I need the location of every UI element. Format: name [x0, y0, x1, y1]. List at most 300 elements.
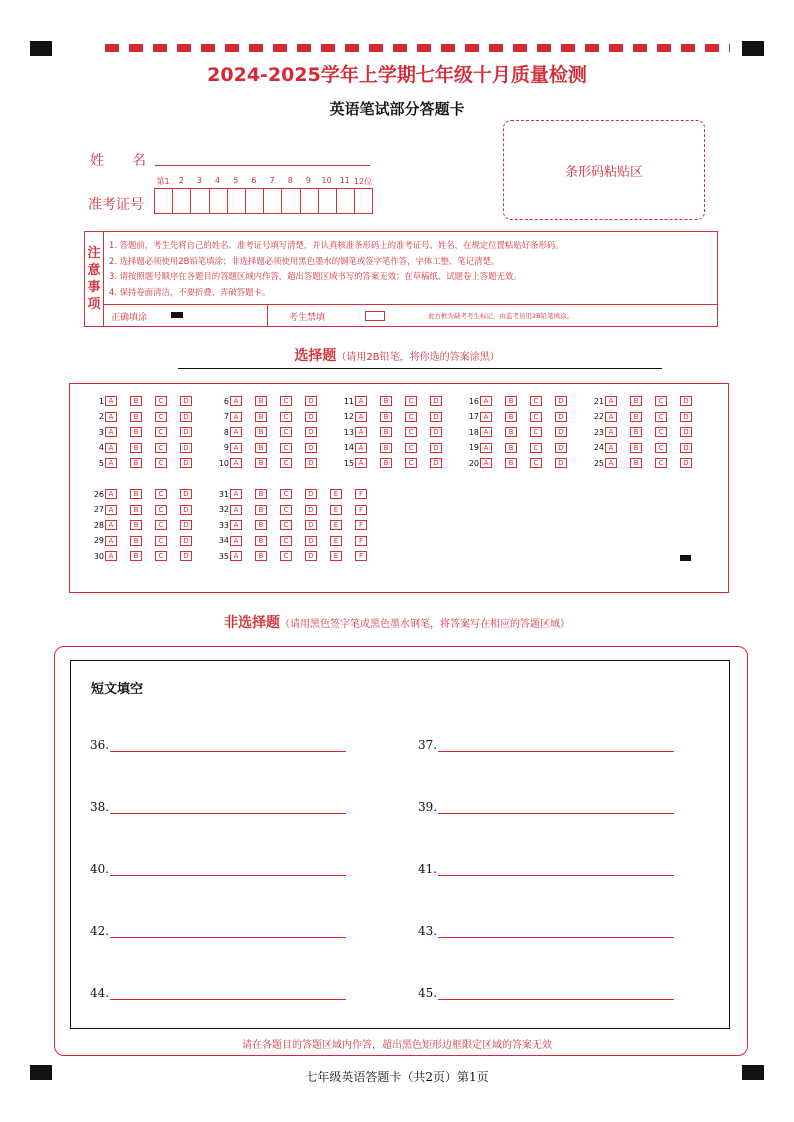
page-footer: 七年级英语答题卡（共2页）第1页: [305, 1070, 489, 1084]
question-number: 32: [218, 505, 229, 514]
fill-blank[interactable]: [418, 738, 674, 752]
option-bubble[interactable]: A: [230, 412, 242, 422]
option-bubble[interactable]: B: [255, 551, 267, 561]
option-bubble[interactable]: C: [155, 427, 167, 437]
option-bubble[interactable]: D: [180, 396, 192, 406]
option-bubble[interactable]: C: [655, 458, 667, 468]
question-number: 25: [593, 458, 604, 468]
option-bubble[interactable]: C: [280, 489, 292, 499]
question-number: 4: [98, 443, 104, 452]
fill-blank[interactable]: [418, 986, 674, 1000]
id-boxes[interactable]: [154, 188, 373, 214]
option-bubble[interactable]: E: [330, 520, 342, 530]
option-bubble[interactable]: B: [380, 443, 392, 453]
option-bubble[interactable]: C: [155, 536, 167, 546]
option-bubble[interactable]: B: [380, 427, 392, 437]
option-bubble[interactable]: B: [130, 536, 142, 546]
option-bubble[interactable]: D: [305, 396, 317, 406]
id-column-head: 10: [321, 176, 332, 185]
option-bubble[interactable]: B: [130, 458, 142, 468]
option-bubble[interactable]: E: [330, 551, 342, 561]
option-bubble[interactable]: B: [255, 505, 267, 515]
id-column-head: 8: [287, 176, 293, 185]
option-bubble[interactable]: A: [480, 458, 492, 468]
id-digit-box[interactable]: [264, 189, 282, 213]
blank-line[interactable]: [110, 739, 346, 752]
option-bubble[interactable]: A: [105, 412, 117, 422]
id-label: 准考证号: [88, 197, 144, 213]
option-bubble[interactable]: B: [380, 458, 392, 468]
option-bubble[interactable]: A: [105, 396, 117, 406]
question-number: 23: [593, 427, 604, 437]
option-bubble[interactable]: A: [230, 505, 242, 515]
question-number: 31: [218, 489, 229, 499]
option-bubble[interactable]: D: [680, 412, 692, 422]
fill-blank[interactable]: [90, 924, 346, 938]
choice-section-title: 选择题（请用2B铅笔，将你选的答案涂黑）: [294, 348, 500, 364]
option-bubble[interactable]: C: [280, 443, 292, 453]
option-bubble[interactable]: D: [180, 427, 192, 437]
option-bubble[interactable]: B: [630, 396, 642, 406]
option-bubble[interactable]: E: [330, 505, 342, 515]
blank-number: 38.: [90, 800, 110, 814]
fill-blank[interactable]: [90, 738, 346, 752]
option-bubble[interactable]: B: [630, 412, 642, 422]
divider: [178, 368, 662, 369]
name-label: 姓 名: [90, 153, 146, 169]
option-bubble[interactable]: A: [230, 443, 242, 453]
absent-note: 此方框为缺考考生标记，由监考员用2B铅笔填涂。: [428, 312, 574, 320]
option-bubble[interactable]: A: [605, 458, 617, 468]
option-bubble[interactable]: C: [280, 412, 292, 422]
answer-area-warning: 请在各题目的答题区域内作答，超出黑色矩形边框限定区域的答案无效: [242, 1040, 552, 1051]
id-column-head: 7: [269, 176, 275, 185]
question-number: 35: [218, 551, 229, 561]
fill-blank[interactable]: [90, 862, 346, 876]
fill-blank[interactable]: [90, 986, 346, 1000]
question-row: [590, 427, 705, 437]
option-bubble[interactable]: A: [355, 412, 367, 422]
id-digit-box[interactable]: [319, 189, 337, 213]
question-row: [90, 443, 205, 453]
option-bubble[interactable]: D: [305, 551, 317, 561]
note-item: 4. 保持卷面清洁，不要折叠、弄破答题卡。: [109, 286, 271, 297]
option-bubble[interactable]: D: [555, 427, 567, 437]
option-bubble[interactable]: C: [655, 396, 667, 406]
option-bubble[interactable]: B: [380, 412, 392, 422]
timing-mark: [680, 555, 691, 561]
option-bubble[interactable]: B: [130, 520, 142, 530]
question-number: 33: [218, 520, 229, 530]
note-item: 3. 请按照题号顺序在各题目的答题区域内作答，超出答题区域书写的答案无效；在草稿纸、试题卷上答题无效。: [109, 271, 522, 282]
notes-list: [109, 238, 564, 300]
id-digit-box[interactable]: [228, 189, 246, 213]
option-bubble[interactable]: B: [630, 427, 642, 437]
nonchoice-section-title: 非选择题（请用黑色签字笔或黑色墨水钢笔，将答案写在相应的答题区域）: [224, 615, 570, 631]
blank-line[interactable]: [110, 925, 346, 938]
barcode-area: 条形码粘贴区: [503, 120, 705, 220]
option-bubble[interactable]: B: [255, 536, 267, 546]
blank-number: 37.: [418, 738, 438, 752]
option-bubble[interactable]: B: [630, 443, 642, 453]
option-bubble[interactable]: C: [405, 458, 417, 468]
question-number: 16: [468, 396, 479, 406]
question-number: 30: [93, 551, 104, 561]
question-row: [465, 396, 580, 406]
question-number: 10: [218, 458, 229, 468]
option-bubble[interactable]: D: [305, 536, 317, 546]
option-bubble[interactable]: F: [355, 489, 367, 499]
question-row: [340, 427, 455, 437]
question-row: [215, 412, 330, 422]
option-bubble[interactable]: C: [405, 427, 417, 437]
option-bubble[interactable]: C: [280, 458, 292, 468]
question-row: [90, 412, 205, 422]
option-bubble[interactable]: A: [105, 427, 117, 437]
id-column-head: 5: [233, 176, 239, 185]
question-number: 6: [223, 396, 229, 406]
id-digit-box[interactable]: [301, 189, 319, 213]
option-bubble[interactable]: C: [655, 412, 667, 422]
option-bubble[interactable]: D: [305, 458, 317, 468]
option-bubble[interactable]: B: [505, 443, 517, 453]
option-bubble[interactable]: E: [330, 536, 342, 546]
option-bubble[interactable]: C: [530, 412, 542, 422]
option-bubble[interactable]: C: [530, 396, 542, 406]
id-digit-box[interactable]: [191, 189, 209, 213]
fill-blank[interactable]: [90, 800, 346, 814]
option-bubble[interactable]: D: [180, 520, 192, 530]
option-bubble[interactable]: A: [105, 520, 117, 530]
option-bubble[interactable]: A: [480, 427, 492, 437]
id-column-headers: [154, 176, 372, 187]
option-bubble[interactable]: A: [230, 427, 242, 437]
id-digit-box[interactable]: [282, 189, 300, 213]
question-number: 27: [93, 505, 104, 514]
option-bubble[interactable]: D: [430, 427, 442, 437]
question-row: [465, 427, 580, 437]
option-bubble[interactable]: F: [355, 551, 367, 561]
question-row: [215, 427, 330, 437]
option-bubble[interactable]: B: [130, 427, 142, 437]
option-bubble[interactable]: A: [230, 458, 242, 468]
option-bubble[interactable]: A: [355, 458, 367, 468]
corner-marker-tr: [742, 41, 764, 56]
option-bubble[interactable]: B: [130, 396, 142, 406]
question-number: 22: [593, 412, 604, 421]
question-number: 11: [343, 396, 354, 406]
option-bubble[interactable]: C: [405, 443, 417, 453]
blank-line[interactable]: [110, 801, 346, 814]
option-bubble[interactable]: B: [130, 443, 142, 453]
absent-label: 考生禁填: [289, 313, 326, 323]
notes-side-char: 意: [87, 263, 101, 278]
option-bubble[interactable]: B: [505, 458, 517, 468]
question-row: [215, 520, 380, 530]
question-number: 2: [98, 412, 104, 421]
option-bubble[interactable]: A: [480, 412, 492, 422]
option-bubble[interactable]: D: [680, 458, 692, 468]
question-row: [590, 396, 705, 406]
page-title: 2024-2025学年上学期七年级十月质量检测: [207, 64, 587, 86]
option-bubble[interactable]: E: [330, 489, 342, 499]
blank-line[interactable]: [438, 925, 674, 938]
question-number: 12: [343, 412, 354, 421]
option-bubble[interactable]: B: [255, 520, 267, 530]
id-column-head: 第1: [156, 177, 170, 186]
option-bubble[interactable]: D: [430, 412, 442, 422]
option-bubble[interactable]: A: [605, 443, 617, 453]
option-bubble[interactable]: B: [630, 458, 642, 468]
fill-blank-title: 短文填空: [91, 682, 144, 697]
option-bubble[interactable]: D: [305, 443, 317, 453]
blank-number: 45.: [418, 986, 438, 1000]
question-row: [590, 443, 705, 453]
name-field[interactable]: [155, 165, 370, 166]
option-bubble[interactable]: F: [355, 536, 367, 546]
id-column-head: 9: [305, 176, 311, 185]
correct-fill-sample: [171, 312, 183, 318]
question-row: [340, 458, 455, 468]
option-bubble[interactable]: C: [155, 551, 167, 561]
question-row: [590, 458, 705, 468]
option-bubble[interactable]: C: [155, 505, 167, 515]
option-bubble[interactable]: C: [155, 396, 167, 406]
option-bubble[interactable]: A: [230, 396, 242, 406]
option-bubble[interactable]: B: [130, 412, 142, 422]
blank-line[interactable]: [438, 739, 674, 752]
option-bubble[interactable]: B: [255, 396, 267, 406]
option-bubble[interactable]: B: [255, 412, 267, 422]
question-number: 14: [343, 443, 354, 452]
blank-line[interactable]: [110, 987, 346, 1000]
option-bubble[interactable]: B: [130, 489, 142, 499]
question-row: [340, 443, 455, 453]
question-row: [340, 396, 455, 406]
option-bubble[interactable]: D: [180, 551, 192, 561]
question-row: [340, 412, 455, 422]
question-row: [465, 412, 580, 422]
option-bubble[interactable]: B: [255, 443, 267, 453]
option-bubble[interactable]: C: [280, 396, 292, 406]
option-bubble[interactable]: D: [305, 412, 317, 422]
option-bubble[interactable]: B: [255, 489, 267, 499]
option-bubble[interactable]: C: [155, 412, 167, 422]
option-bubble[interactable]: A: [480, 443, 492, 453]
option-bubble[interactable]: D: [305, 520, 317, 530]
option-bubble[interactable]: A: [480, 396, 492, 406]
id-digit-box[interactable]: [155, 189, 173, 213]
question-number: 20: [468, 458, 479, 468]
option-bubble[interactable]: D: [430, 458, 442, 468]
id-column-head: 12位: [353, 177, 373, 186]
question-row: [90, 489, 205, 499]
option-bubble[interactable]: B: [130, 505, 142, 515]
option-bubble[interactable]: B: [380, 396, 392, 406]
option-bubble[interactable]: D: [180, 412, 192, 422]
notes-side-char: 项: [87, 297, 101, 312]
option-bubble[interactable]: A: [230, 489, 242, 499]
option-bubble[interactable]: C: [655, 443, 667, 453]
id-column-head: 11: [339, 176, 350, 185]
question-number: 3: [98, 427, 104, 437]
option-bubble[interactable]: C: [280, 551, 292, 561]
option-bubble[interactable]: C: [155, 520, 167, 530]
option-bubble[interactable]: A: [105, 505, 117, 515]
blank-number: 42.: [90, 924, 110, 938]
option-bubble[interactable]: A: [105, 551, 117, 561]
fill-blank[interactable]: [418, 800, 674, 814]
option-bubble[interactable]: A: [605, 412, 617, 422]
id-column-head: 6: [251, 176, 257, 185]
blank-line[interactable]: [438, 987, 674, 1000]
option-bubble[interactable]: A: [230, 551, 242, 561]
timing-track: [105, 44, 730, 52]
question-row: [90, 536, 205, 546]
question-row: [590, 412, 705, 422]
absent-box[interactable]: [365, 311, 385, 321]
option-bubble[interactable]: C: [655, 427, 667, 437]
question-row: [215, 458, 330, 468]
id-digit-box[interactable]: [246, 189, 264, 213]
notes-side-label: [85, 232, 104, 326]
option-bubble[interactable]: D: [305, 505, 317, 515]
question-number: 1: [98, 396, 104, 406]
option-bubble[interactable]: A: [605, 427, 617, 437]
option-bubble[interactable]: D: [180, 536, 192, 546]
question-row: [90, 396, 205, 406]
question-number: 5: [98, 458, 104, 468]
option-bubble[interactable]: C: [530, 427, 542, 437]
blank-number: 40.: [90, 862, 110, 876]
page-subtitle: 英语笔试部分答题卡: [329, 100, 465, 118]
option-bubble[interactable]: D: [555, 443, 567, 453]
option-bubble[interactable]: D: [555, 396, 567, 406]
option-bubble[interactable]: A: [230, 536, 242, 546]
option-bubble[interactable]: C: [530, 443, 542, 453]
id-digit-box[interactable]: [337, 189, 355, 213]
question-number: 8: [223, 427, 229, 437]
option-bubble[interactable]: D: [305, 427, 317, 437]
option-bubble[interactable]: D: [305, 489, 317, 499]
option-bubble[interactable]: D: [555, 458, 567, 468]
question-number: 7: [223, 412, 229, 421]
option-bubble[interactable]: C: [530, 458, 542, 468]
note-item: 2. 选择题必须使用2B铅笔填涂；非选择题必须使用黑色墨水的钢笔或签字笔作答，字体工整、笔记清楚。: [109, 255, 500, 266]
blank-number: 41.: [418, 862, 438, 876]
option-bubble[interactable]: D: [555, 412, 567, 422]
blank-line[interactable]: [438, 863, 674, 876]
question-number: 15: [343, 458, 354, 468]
question-number: 28: [93, 520, 104, 530]
option-bubble[interactable]: A: [355, 396, 367, 406]
option-bubble[interactable]: B: [255, 458, 267, 468]
blank-number: 39.: [418, 800, 438, 814]
option-bubble[interactable]: D: [680, 427, 692, 437]
option-bubble[interactable]: D: [180, 489, 192, 499]
option-bubble[interactable]: B: [130, 551, 142, 561]
option-bubble[interactable]: D: [430, 443, 442, 453]
question-number: 17: [468, 412, 479, 421]
option-bubble[interactable]: A: [105, 458, 117, 468]
question-number: 34: [218, 536, 229, 545]
notes-box: [84, 231, 718, 327]
option-bubble[interactable]: A: [105, 443, 117, 453]
option-bubble[interactable]: C: [280, 427, 292, 437]
question-number: 13: [343, 427, 354, 437]
question-row: [215, 536, 380, 546]
option-bubble[interactable]: B: [505, 396, 517, 406]
option-bubble[interactable]: A: [105, 489, 117, 499]
option-bubble[interactable]: D: [680, 396, 692, 406]
blank-number: 43.: [418, 924, 438, 938]
id-column-head: 3: [196, 176, 202, 185]
id-column-head: 4: [215, 176, 221, 185]
option-bubble[interactable]: A: [605, 396, 617, 406]
question-row: [215, 396, 330, 406]
option-bubble[interactable]: A: [230, 520, 242, 530]
blank-line[interactable]: [438, 801, 674, 814]
question-row: [465, 458, 580, 468]
note-item: 1. 答题前，考生先将自己的姓名、准考证号填写清楚，并认真核准条形码上的准考证号、姓名，在规定位置粘贴好条形码。: [109, 240, 564, 250]
option-bubble[interactable]: D: [180, 505, 192, 515]
option-bubble[interactable]: A: [355, 443, 367, 453]
option-bubble[interactable]: B: [505, 412, 517, 422]
question-row: [465, 443, 580, 453]
option-bubble[interactable]: D: [180, 443, 192, 453]
option-bubble[interactable]: A: [105, 536, 117, 546]
question-row: [90, 551, 205, 561]
option-bubble[interactable]: F: [355, 520, 367, 530]
id-digit-box[interactable]: [173, 189, 191, 213]
notes-side-char: 注: [87, 246, 101, 261]
question-row: [90, 458, 205, 468]
notes-bottom: [103, 304, 717, 327]
nonchoice-answer-box: [70, 660, 730, 1029]
option-bubble[interactable]: F: [355, 505, 367, 515]
option-bubble[interactable]: D: [430, 396, 442, 406]
question-number: 24: [593, 443, 604, 452]
question-row: [215, 505, 380, 515]
option-bubble[interactable]: C: [155, 443, 167, 453]
option-bubble[interactable]: C: [405, 412, 417, 422]
blank-line[interactable]: [110, 863, 346, 876]
id-digit-box[interactable]: [210, 189, 228, 213]
id-digit-box[interactable]: [355, 189, 372, 213]
option-bubble[interactable]: A: [355, 427, 367, 437]
option-bubble[interactable]: C: [405, 396, 417, 406]
question-row: [90, 505, 205, 515]
blank-number: 44.: [90, 986, 110, 1000]
question-row: [215, 489, 380, 499]
fill-blank[interactable]: [418, 924, 674, 938]
question-number: 26: [93, 489, 104, 499]
option-bubble[interactable]: D: [180, 458, 192, 468]
option-bubble[interactable]: C: [155, 489, 167, 499]
question-row: [215, 443, 330, 453]
id-column-head: 2: [178, 176, 184, 185]
option-bubble[interactable]: B: [255, 427, 267, 437]
option-bubble[interactable]: B: [505, 427, 517, 437]
fill-blank[interactable]: [418, 862, 674, 876]
option-bubble[interactable]: D: [680, 443, 692, 453]
option-bubble[interactable]: C: [280, 505, 292, 515]
option-bubble[interactable]: C: [155, 458, 167, 468]
question-number: 21: [593, 396, 604, 406]
blank-number: 36.: [90, 738, 110, 752]
option-bubble[interactable]: C: [280, 536, 292, 546]
option-bubble[interactable]: C: [280, 520, 292, 530]
